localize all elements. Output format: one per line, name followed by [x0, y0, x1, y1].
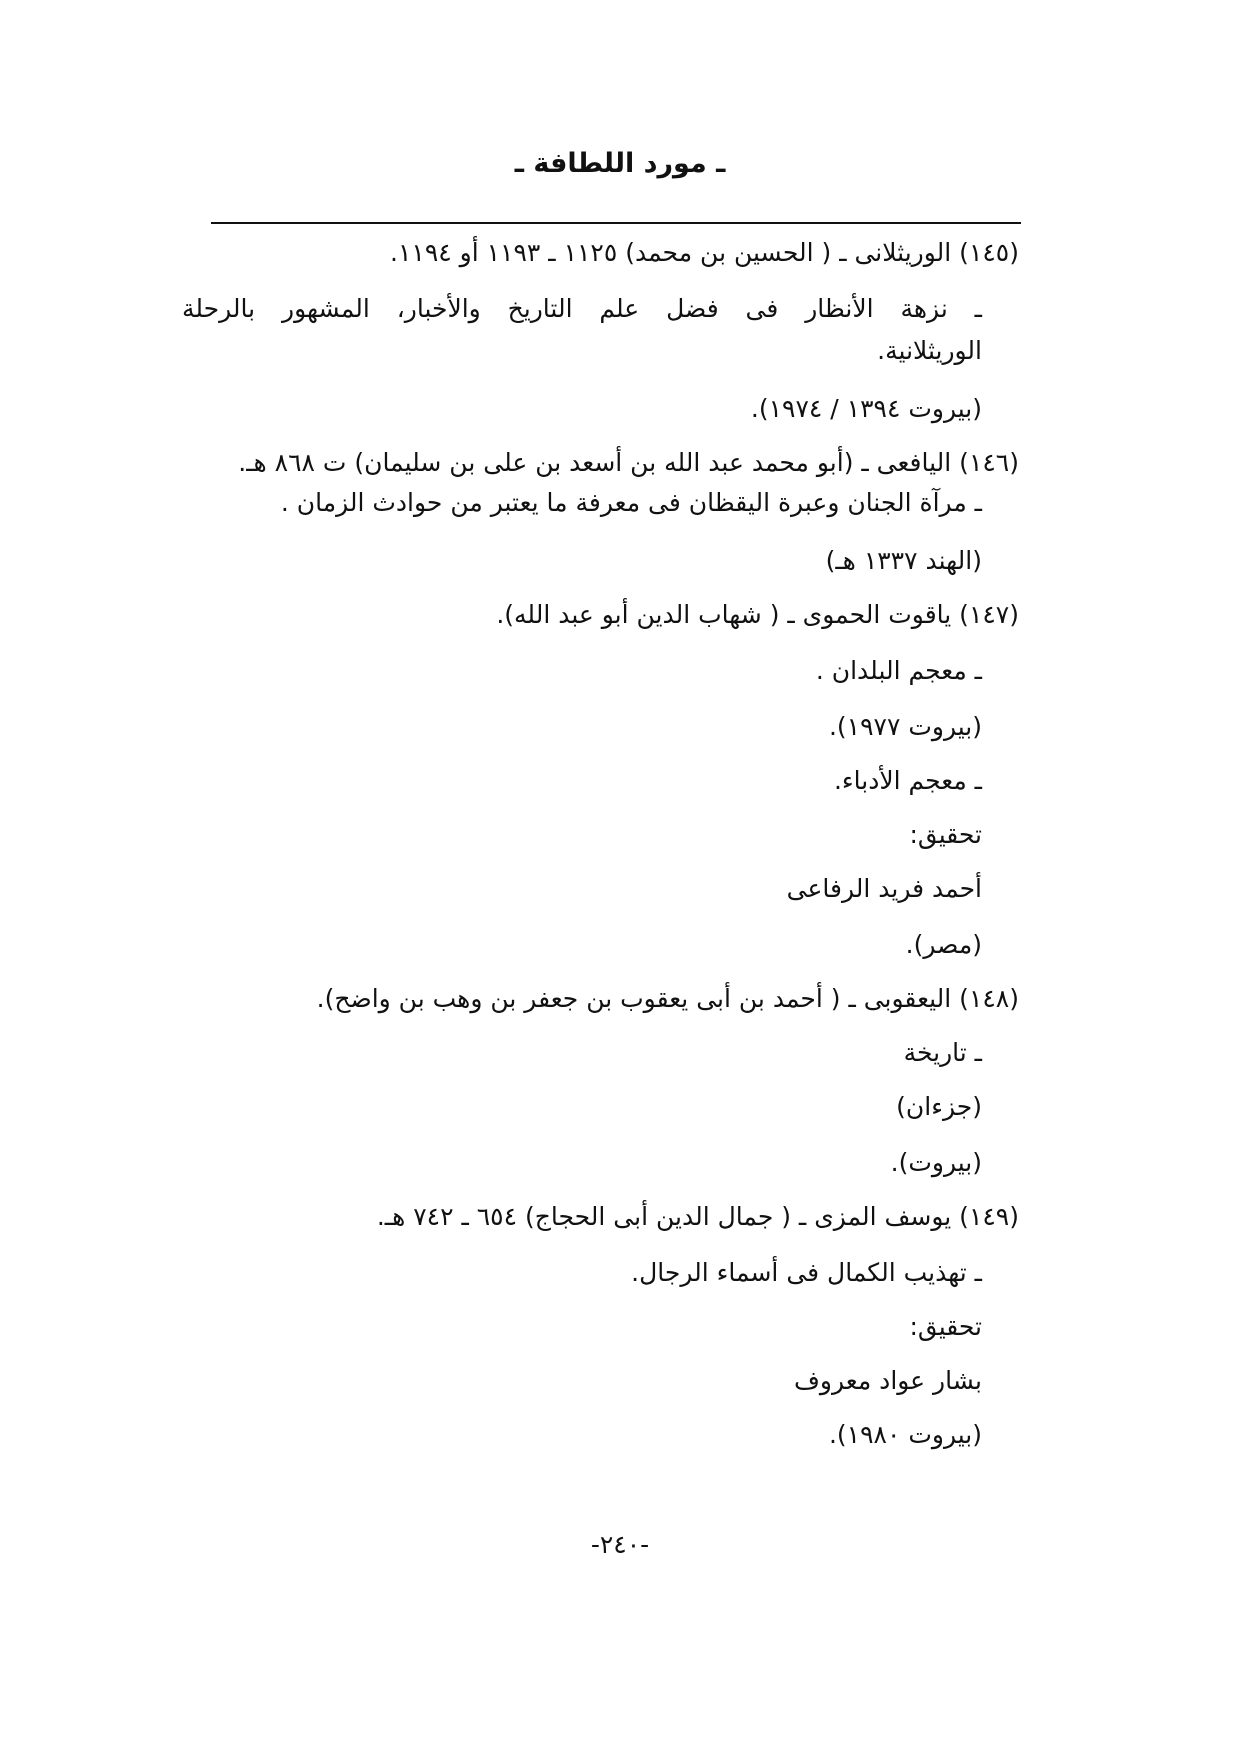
- entry-148-imprint: (بيروت).: [890, 1148, 982, 1177]
- entry-149-imprint: (بيروت ١٩٨٠).: [828, 1420, 982, 1449]
- entry-147-title-2: ـ معجم الأدباء.: [833, 766, 982, 795]
- entry-147-editor-name: أحمد فريد الرفاعى: [786, 874, 982, 903]
- entry-147-imprint-1: (بيروت ١٩٧٧).: [828, 712, 982, 741]
- entry-145-title: ـ نزهة الأنظار فى فضل علم التاريخ والأخبار، المشهور بالرحلة: [182, 294, 982, 323]
- entry-149-editor-name: بشار عواد معروف: [794, 1366, 982, 1395]
- entry-145-imprint: (بيروت ١٣٩٤ / ١٩٧٤).: [750, 394, 982, 423]
- entry-149-title: ـ تهذيب الكمال فى أسماء الرجال.: [631, 1258, 982, 1287]
- entry-148-volumes: (جزءان): [896, 1092, 982, 1121]
- entry-149-heading: (١٤٩) يوسف المزى ـ ( جمال الدين أبى الحجاج) ٦٥٤ ـ ٧٤٢ هـ.: [376, 1202, 1019, 1231]
- entry-147-imprint-2: (مصر).: [905, 930, 982, 959]
- entry-146-heading: (١٤٦) اليافعى ـ (أبو محمد عبد الله بن أسعد بن على بن سليمان) ت ٨٦٨ هـ.: [238, 448, 1019, 477]
- entry-147-heading: (١٤٧) ياقوت الحموى ـ ( شهاب الدين أبو عبد الله).: [496, 600, 1019, 629]
- entry-145-title-continued: الوريثلانية.: [877, 336, 982, 365]
- page-number: -٢٤٠-: [590, 1530, 650, 1559]
- entry-146-imprint: (الهند ١٣٣٧ هـ): [825, 546, 982, 575]
- entry-147-editor-label: تحقيق:: [909, 820, 982, 849]
- header-rule: [211, 222, 1021, 224]
- entry-148-title: ـ تاريخة: [903, 1038, 982, 1067]
- entry-146-title: ـ مرآة الجنان وعبرة اليقظان فى معرفة ما يعتبر من حوادث الزمان .: [280, 488, 982, 517]
- entry-147-title-1: ـ معجم البلدان .: [815, 656, 982, 685]
- running-title: ـ مورد اللطافة ـ: [514, 148, 726, 179]
- entry-149-editor-label: تحقيق:: [909, 1312, 982, 1341]
- entry-148-heading: (١٤٨) اليعقوبى ـ ( أحمد بن أبى يعقوب بن جعفر بن وهب بن واضح).: [316, 984, 1019, 1013]
- entry-145-heading: (١٤٥) الوريثلانى ـ ( الحسين بن محمد) ١١٢٥ ـ ١١٩٣ أو ١١٩٤.: [390, 238, 1019, 267]
